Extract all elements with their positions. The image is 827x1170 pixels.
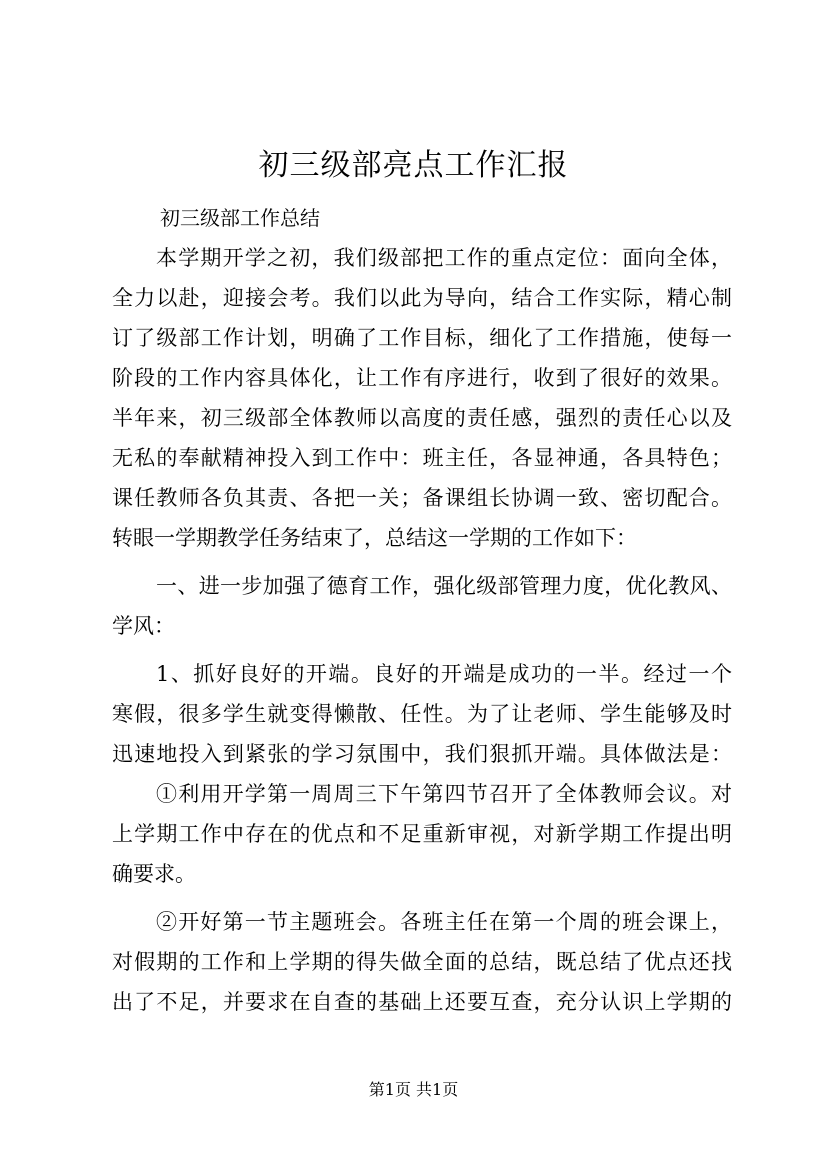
section-heading-line: 一、进一步加强了德育工作，强化级部管理力度，优化教风、: [156, 574, 732, 598]
paragraph-line: ①利用开学第一周周三下午第四节召开了全体教师会议。对: [156, 782, 732, 806]
paragraph-line: 迅速地投入到紧张的学习氛围中，我们狠抓开端。具体做法是：: [112, 742, 732, 766]
document-title: 初三级部亮点工作汇报: [258, 148, 569, 183]
paragraph-line: 半年来，初三级部全体教师以高度的责任感，强烈的责任心以及: [112, 406, 732, 430]
section-heading-line: 学风：: [112, 614, 175, 638]
document-subtitle: 初三级部工作总结: [160, 206, 320, 230]
page-number-footer: 第1页 共1页: [368, 1080, 459, 1099]
paragraph-line: 订了级部工作计划，明确了工作目标，细化了工作措施，使每一: [112, 326, 732, 350]
paragraph-line: 1、抓好良好的开端。良好的开端是成功的一半。经过一个: [156, 662, 732, 686]
paragraph-line: 无私的奉献精神投入到工作中：班主任，各显神通，各具特色；: [112, 446, 732, 470]
paragraph-line: 对假期的工作和上学期的得失做全面的总结，既总结了优点还找: [112, 950, 732, 974]
paragraph-line: 出了不足，并要求在自查的基础上还要互查，充分认识上学期的: [112, 990, 732, 1014]
paragraph-line: 课任教师各负其责、各把一关；备课组长协调一致、密切配合。: [112, 486, 732, 510]
paragraph-line: 上学期工作中存在的优点和不足重新审视，对新学期工作提出明: [112, 822, 732, 846]
paragraph-line: 本学期开学之初，我们级部把工作的重点定位：面向全体，: [156, 246, 732, 270]
paragraph-line: 转眼一学期教学任务结束了，总结这一学期的工作如下：: [112, 526, 637, 550]
paragraph-line: 寒假，很多学生就变得懒散、任性。为了让老师、学生能够及时: [112, 702, 732, 726]
paragraph-line: 全力以赴，迎接会考。我们以此为导向，结合工作实际，精心制: [112, 286, 732, 310]
paragraph-line: 阶段的工作内容具体化，让工作有序进行，收到了很好的效果。: [112, 366, 732, 390]
paragraph-line: 确要求。: [112, 862, 196, 886]
paragraph-line: ②开好第一节主题班会。各班主任在第一个周的班会课上，: [156, 910, 732, 934]
